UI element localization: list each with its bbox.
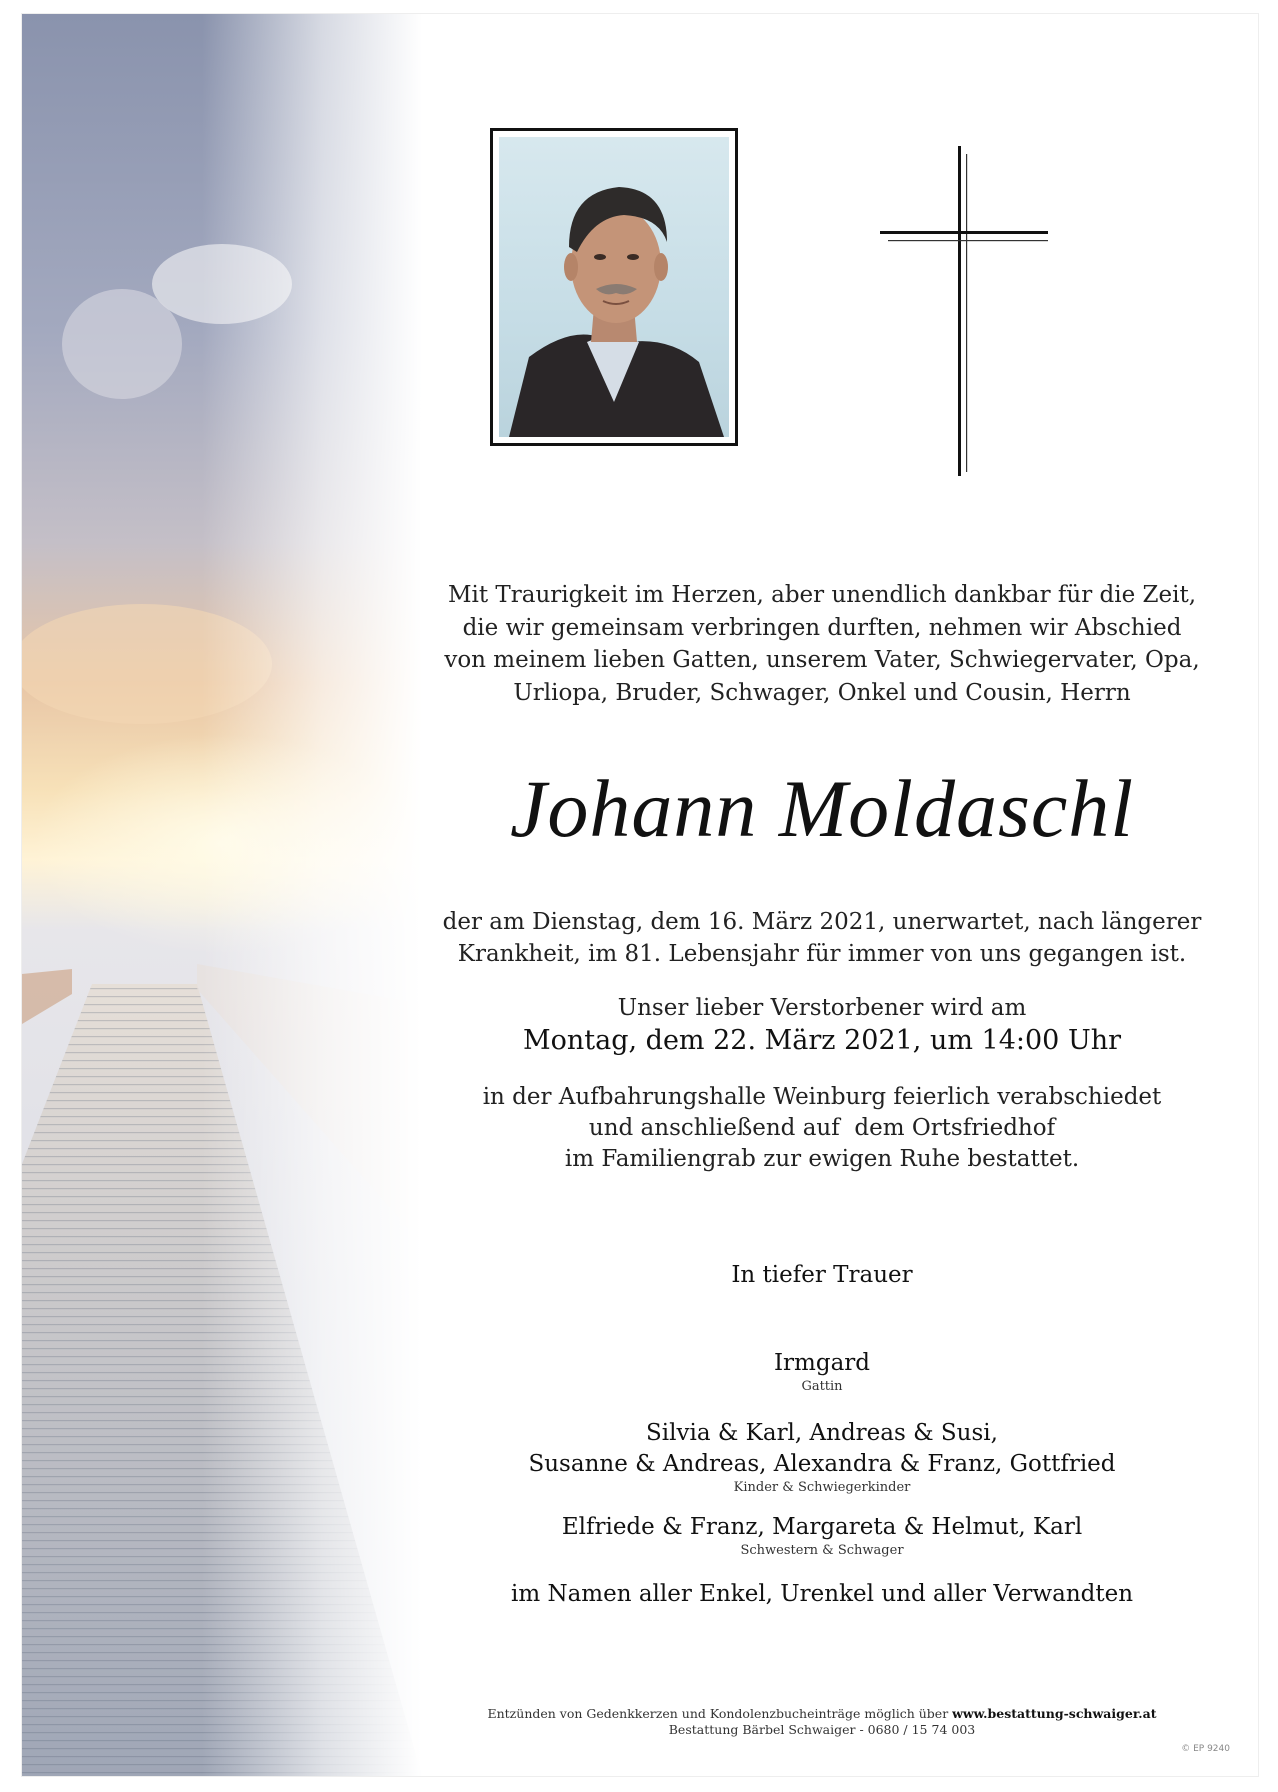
website-link[interactable]: www.bestattung-schwaiger.at [952, 1706, 1157, 1721]
background-fade [22, 14, 422, 1776]
family-names: Irmgard [773, 1350, 871, 1376]
portrait-image [499, 137, 729, 437]
cross-icon [880, 146, 1050, 476]
intro-line: Urliopa, Bruder, Schwager, Onkel und Cousin, Herrn [513, 679, 1131, 706]
family-names: Silvia & Karl, Andreas & Susi, [646, 1420, 998, 1446]
footer [402, 1706, 1242, 1738]
family-group-children [402, 1418, 1242, 1496]
cross-symbol [880, 146, 1050, 476]
family-role: Kinder & Schwiegerkinder [733, 1480, 911, 1495]
death-text [402, 906, 1242, 970]
mourning-heading: In tiefer Trauer [731, 1262, 913, 1288]
death-line: der am Dienstag, dem 16. März 2021, unerwartet, nach längerer [442, 909, 1202, 935]
intro-line: die wir gemeinsam verbringen durften, nehmen wir Abschied [462, 614, 1182, 641]
intro-text [402, 579, 1242, 709]
family-names: Elfriede & Franz, Margareta & Helmut, Karl [561, 1514, 1083, 1540]
family-names: Susanne & Andreas, Alexandra & Franz, Gottfried [528, 1451, 1116, 1477]
footer-line-1 [402, 1706, 1242, 1722]
ceremony-text [402, 1082, 1242, 1175]
intro-line: Mit Traurigkeit im Herzen, aber unendlich dankbar für die Zeit, [447, 582, 1197, 608]
family-group-spouse [402, 1348, 1242, 1395]
ceremony-line: in der Aufbahrungshalle Weinburg feierlich verabschiedet [482, 1084, 1162, 1110]
portrait-photo [499, 137, 729, 437]
farewell-intro: Unser lieber Verstorbener wird am [617, 995, 1027, 1021]
family-role: Schwestern & Schwager [740, 1543, 904, 1558]
death-line: Krankheit, im 81. Lebensjahr für immer von uns gegangen ist. [457, 941, 1187, 967]
family-role: Gattin [801, 1379, 843, 1394]
copyright-note: © EP 9240 [1181, 1744, 1230, 1754]
intro-line: von meinem lieben Gatten, unserem Vater, Schwiegervater, Opa, [444, 647, 1200, 673]
obituary-page [22, 14, 1258, 1776]
footer-line-2: Bestattung Bärbel Schwaiger - 0680 / 15 74 003 [668, 1722, 976, 1737]
family-group-siblings [402, 1512, 1242, 1559]
deceased-name: Johann Moldaschl [509, 763, 1135, 854]
portrait-frame [490, 128, 738, 446]
closing-text: im Namen aller Enkel, Urenkel und aller Verwandten [510, 1581, 1134, 1607]
ceremony-line: und anschließend auf dem Ortsfriedhof [588, 1115, 1056, 1141]
footer-text: Entzünden von Gedenkkerzen und Kondolenzbucheinträge möglich über [487, 1706, 953, 1721]
farewell-date: Montag, dem 22. März 2021, um 14:00 Uhr [522, 1025, 1121, 1056]
ceremony-line: im Familiengrab zur ewigen Ruhe bestattet. [564, 1146, 1080, 1172]
